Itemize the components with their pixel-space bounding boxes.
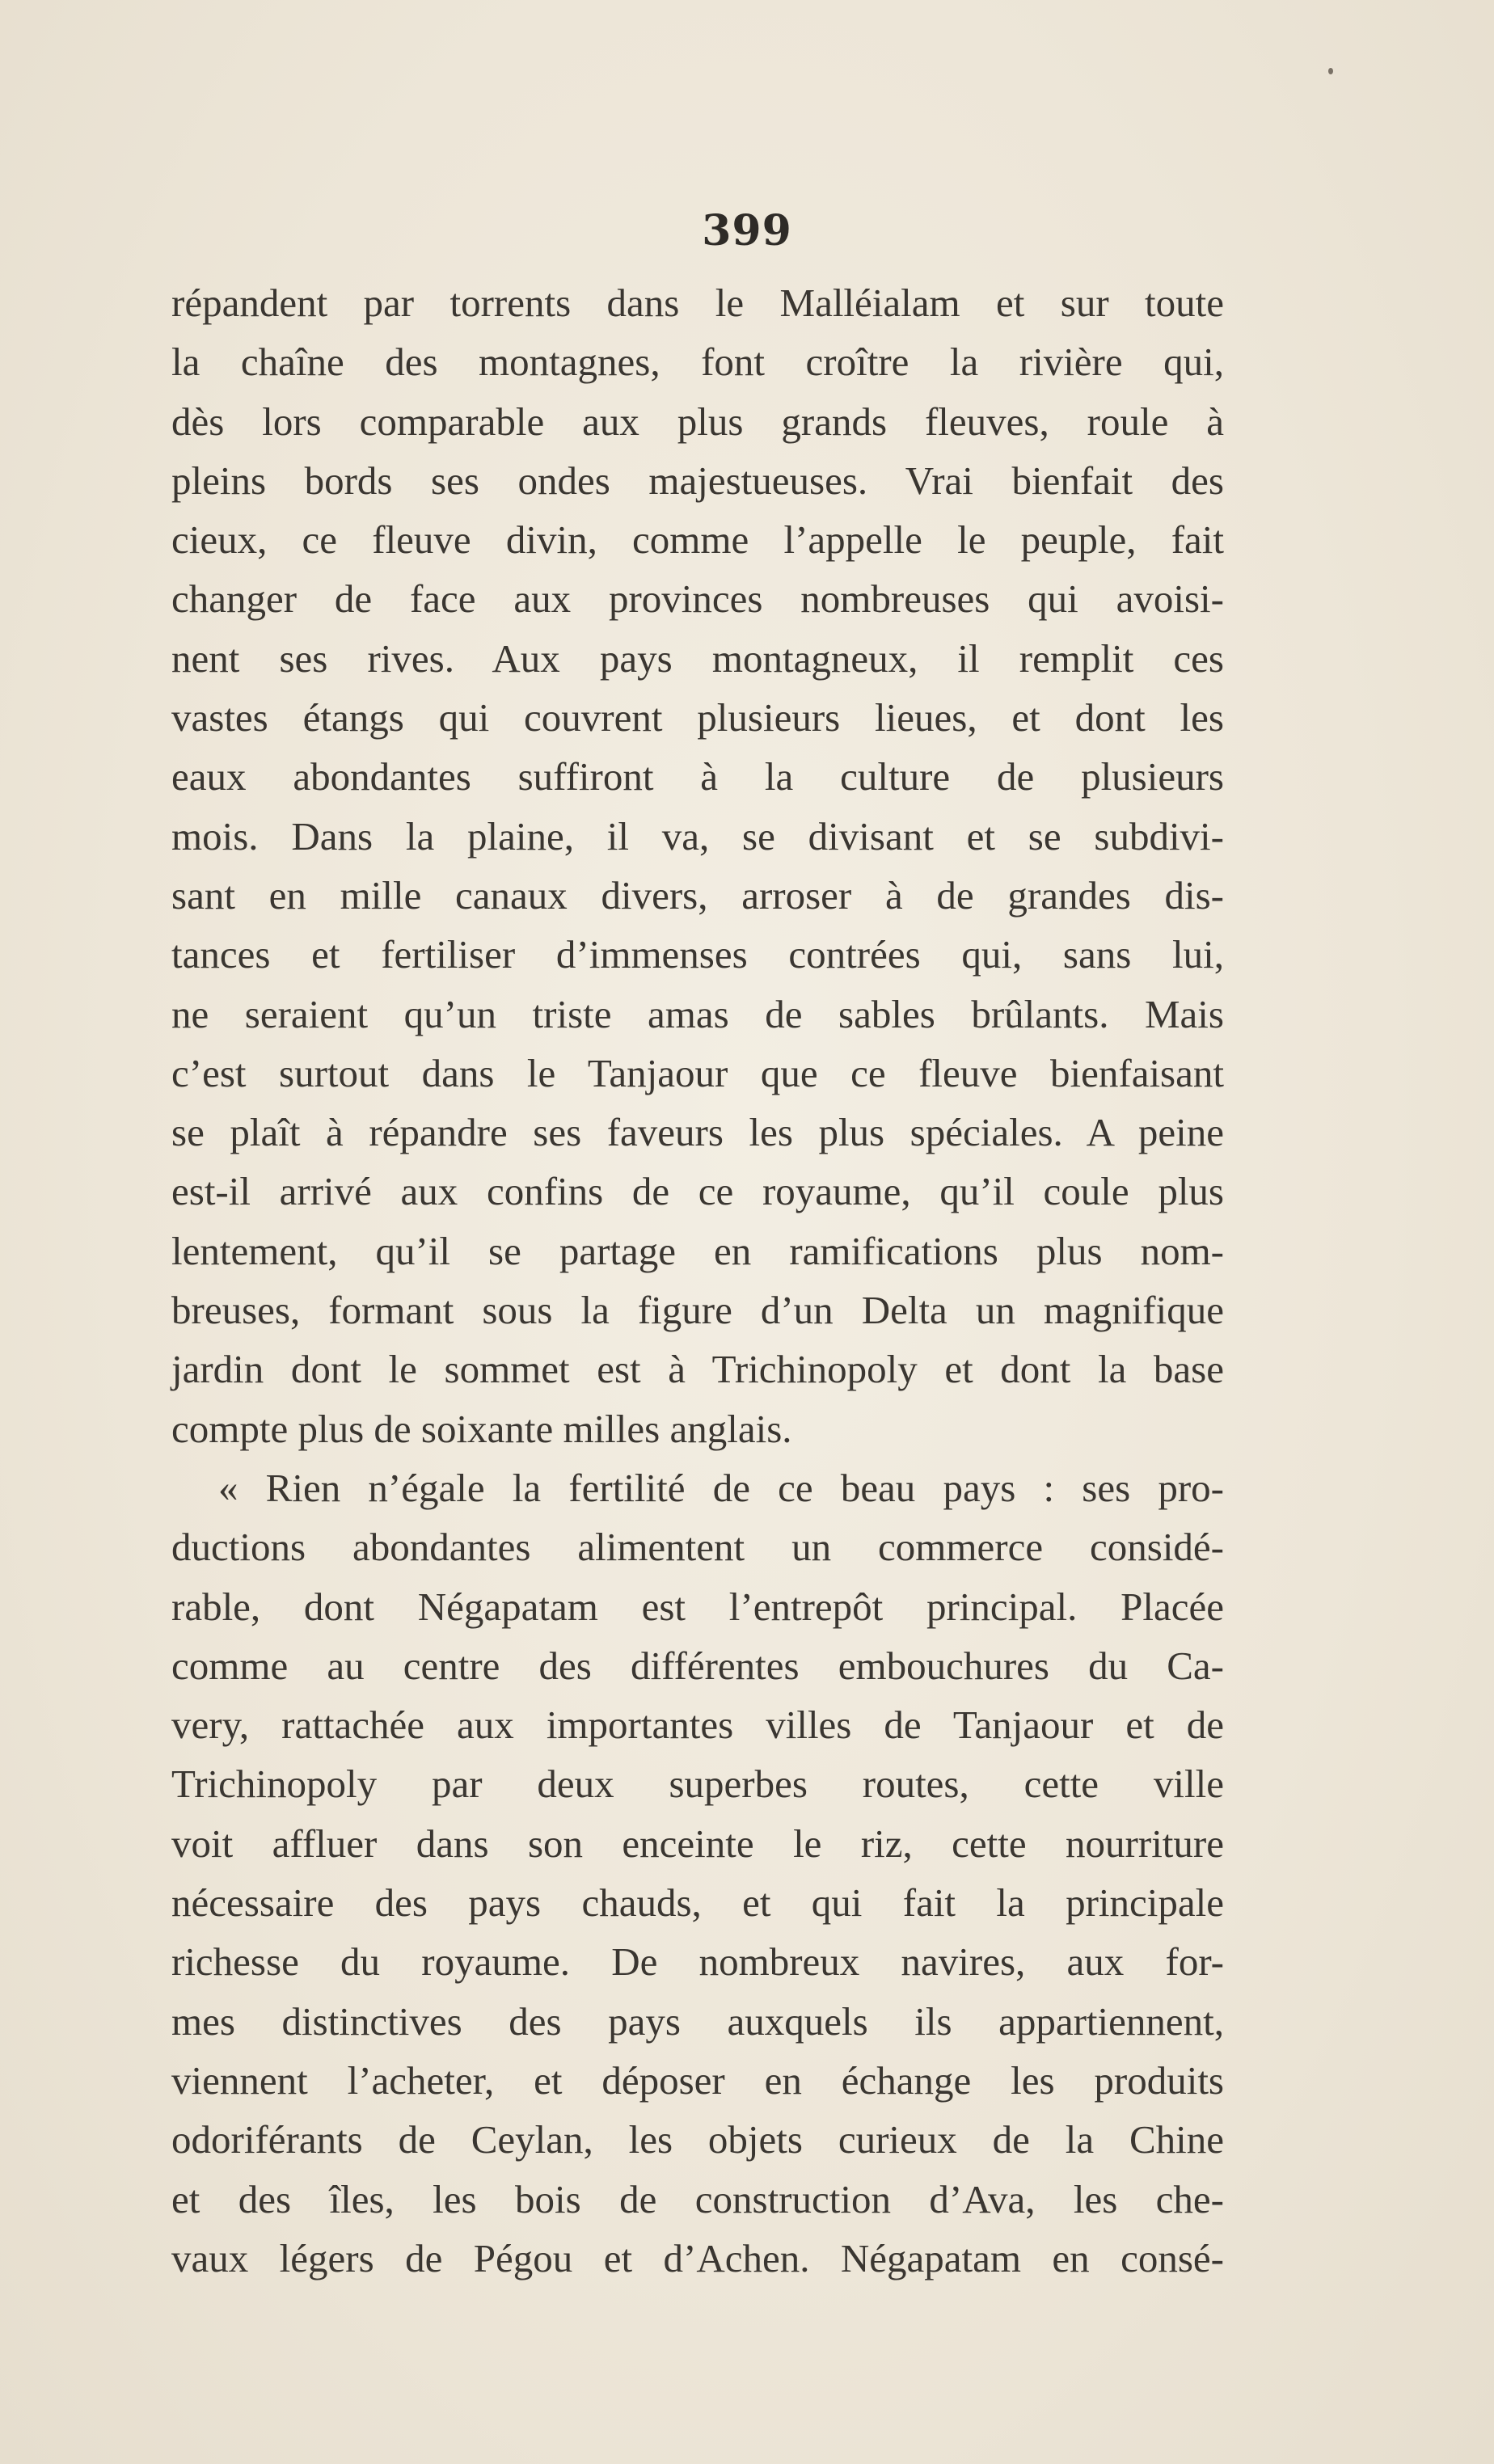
text-line: eaux abondantes suffiront à la culture de plusieurs [171,754,1224,800]
text-line: changer de face aux provinces nombreuses qui avoisi- [171,576,1224,622]
text-line: nent ses rives. Aux pays montagneux, il remplit ces [171,635,1224,681]
text-line: lentement, qu’il se partage en ramifications plus nom- [171,1228,1224,1273]
text-line: vastes étangs qui couvrent plusieurs lieues, et dont les [171,695,1224,740]
text-line: sant en mille canaux divers, arroser à de grandes dis- [171,872,1224,918]
text-line: odoriférants de Ceylan, les objets curieux de la Chine [171,2117,1224,2162]
text-line: mois. Dans la plaine, il va, se divisant et se subdivi- [171,813,1224,859]
text-line: mes distinctives des pays auxquels ils appartiennent, [171,1998,1224,2044]
text-line: Trichinopoly par deux superbes routes, cette ville [171,1762,1224,1807]
text-line: rable, dont Négapatam est l’entrepôt principal. Placée [171,1584,1224,1629]
page-number: 399 [702,206,792,255]
text-line: pleins bords ses ondes majestueuses. Vrai bienfait des [171,458,1224,503]
body-text [171,273,1224,2288]
text-line: et des îles, les bois de construction d’Ava, les che- [171,2176,1224,2221]
text-line: « Rien n’égale la fertilité de ce beau pays : ses pro- [218,1465,1224,1510]
paper-speck [1328,68,1333,74]
text-line: se plaît à répandre ses faveurs les plus spéciales. A peine [171,1110,1224,1155]
text-line: répandent par torrents dans le Malléialam et sur toute [171,281,1224,325]
text-line: jardin dont le sommet est à Trichinopoly et dont la base [171,1347,1224,1392]
text-line: c’est surtout dans le Tanjaour que ce fleuve bienfaisant [171,1050,1224,1095]
text-line: ne seraient qu’un triste amas de sables brûlants. Mais [171,991,1224,1036]
text-line: very, rattachée aux importantes villes de Tanjaour et de [171,1702,1224,1748]
text-line: ductions abondantes alimentent un commerce considé- [171,1525,1224,1570]
text-line: voit affluer dans son enceinte le riz, cette nourriture [171,1821,1224,1866]
text-line: est-il arrivé aux confins de ce royaume, qu’il coule plus [171,1169,1224,1214]
text-line: richesse du royaume. De nombreux navires, aux for- [171,1939,1224,1985]
text-line: tances et fertiliser d’immenses contrées qui, sans lui, [171,932,1224,977]
text-line: viennent l’acheter, et déposer en échange les produits [171,2057,1224,2103]
text-line: cieux, ce fleuve divin, comme l’appelle le peuple, fait [171,517,1224,563]
paragraph-end-line: compte plus de soixante milles anglais. [171,1406,792,1451]
text-line: breuses, formant sous la figure d’un Delta un magnifique [171,1288,1224,1333]
text-line: la chaîne des montagnes, font croître la rivière qui, [171,340,1224,385]
text-line: vaux légers de Pégou et d’Achen. Négapatam en consé- [171,2235,1224,2280]
text-line: nécessaire des pays chauds, et qui fait la principale [171,1880,1224,1926]
text-line: comme au centre des différentes embouchures du Ca- [171,1643,1224,1688]
text-line: dès lors comparable aux plus grands fleuves, roule à [171,399,1224,444]
